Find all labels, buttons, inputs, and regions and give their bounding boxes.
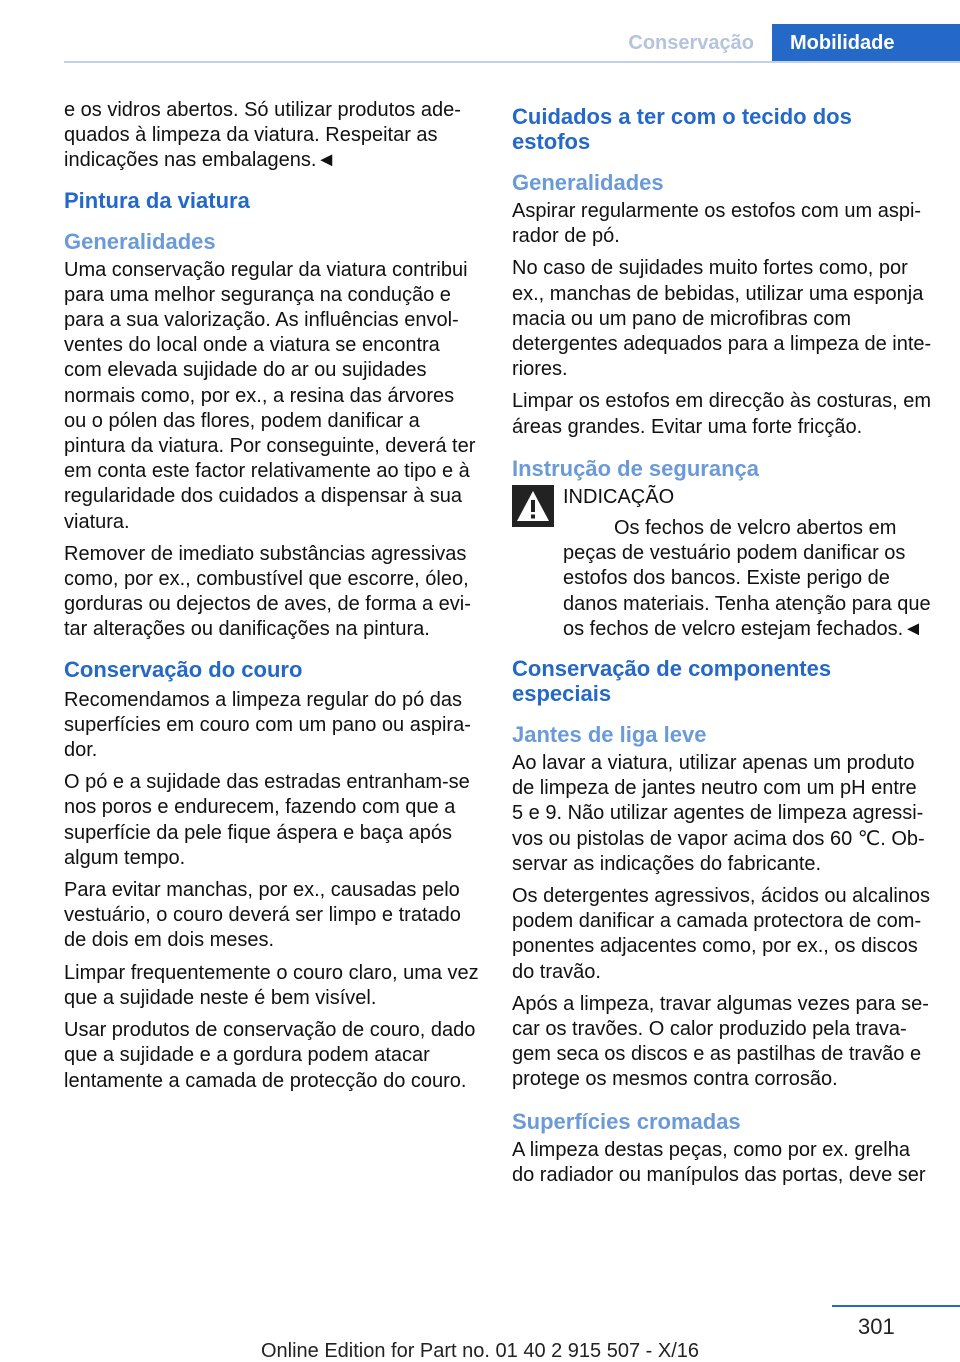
header-rule (64, 61, 960, 63)
subheading-chrome: Superfícies cromadas (512, 1108, 741, 1134)
paragraph: Após a limpeza, travar algumas vezes para secar os travões. O calor produzido pela travagem seca os discos e as pastilhas de travão e protege os mesmos contra corrosão. (512, 992, 929, 1091)
paragraph: Recomendamos a limpeza regular do pó das superfícies em couro com um pano ou aspirador. (64, 688, 471, 762)
paragraph: Ao lavar a viatura, utilizar apenas um produto de limpeza de jantes neutro com um pH entre 5 e 9. Não utilizar agentes de limpeza agressivos ou pistolas de vapor acima dos 60 ℃. Observar as indicações do fabricante. (512, 752, 925, 875)
subheading-paint-general: Generalidades (64, 228, 216, 254)
paragraph: A limpeza destas peças, como por ex. grelha do radiador ou manípulos das portas, deve ser (512, 1138, 926, 1186)
paragraph: Limpar frequentemente o couro claro, uma vez que a sujidade neste é bem visível. (64, 961, 479, 1009)
paragraph: Para evitar manchas, por ex., causadas pelo vestuário, o couro deverá ser limpo e tratado de dois em dois meses. (64, 879, 461, 952)
heading-special-components: Conservação de componentes especiais (512, 656, 832, 707)
subheading-safety: Instrução de segurança (512, 455, 759, 481)
heading-paint: Pintura da viatura (64, 187, 250, 213)
heading-fabric: Cuidados a ter com o tecido dos estofos (512, 104, 852, 154)
paragraph: Limpar os estofos em direcção às costuras, em áreas grandes. Evitar uma forte fricção. (512, 390, 932, 438)
subheading-fabric-general: Generalidades (512, 170, 664, 195)
left-column (64, 98, 479, 1101)
warning-triangle-icon (512, 485, 554, 527)
notice-title: INDICAÇÃO (563, 485, 675, 508)
page-number: 301 (858, 1314, 895, 1339)
tab-chapter: Mobilidade (772, 24, 960, 62)
paragraph: No caso de sujidades muito fortes como, por ex., manchas de bebidas, utilizar uma esponja macia ou um pano de microfibras com detergentes adequados para a limpeza de interiores. (512, 257, 932, 381)
right-column (512, 98, 932, 1195)
safety-notice (512, 485, 932, 642)
paragraph: Uma conservação regular da viatura contribui para uma melhor segurança na condução e para a sua valorização. As influências envolventes do local onde a viatura se encontra com elevada sujidade do ar ou sujidades normais como, por ex., a resina das árvores ou o pólen das flores, podem danificar a pintura da viatura. Por conseguinte, deverá ter em conta este factor relativamente ao tipo e à regularidade dos cuidados a dispensar à sua viatura. (64, 258, 476, 533)
subheading-alloy-wheels: Jantes de liga leve (512, 722, 707, 748)
edition-footer: Online Edition for Part no. 01 40 2 915 507 - X/16 (260, 1340, 700, 1362)
tab-section: Conservação (610, 24, 772, 62)
header-tabs (610, 24, 960, 62)
paragraph: Usar produtos de conservação de couro, dado que a sujidade e a gordura podem atacar lentamente a camada de protecção do couro. (64, 1019, 476, 1092)
paragraph: Os detergentes agressivos, ácidos ou alcalinos podem danificar a camada protectora de componentes adjacentes como, por ex., os discos do travão. (512, 885, 931, 983)
paragraph: Aspirar regularmente os estofos com um aspirador de pó. (512, 200, 922, 248)
paragraph: e os vidros abertos. Só utilizar produtos adequados à limpeza da viatura. Respeitar as indicações nas embalagens.◄ (64, 99, 461, 172)
heading-leather: Conservação do couro (64, 656, 303, 682)
notice-text: Os fechos de velcro abertos em peças de vestuário podem danificar os estofos dos bancos. Existe perigo de danos materiais. Tenha atenção para que os fechos de velcro estejam fechados.◄ (563, 517, 931, 640)
paragraph: Remover de imediato substâncias agressivas como, por ex., combustível que escorre, óleo, gorduras ou dejectos de aves, de forma a evitar alterações ou danificações na pintura. (64, 542, 471, 641)
footer-rule (832, 1305, 960, 1307)
paragraph: O pó e a sujidade das estradas entranham-se nos poros e endurecem, fazendo com que a superfície da pele fique áspera e baça após algum tempo. (64, 771, 470, 869)
